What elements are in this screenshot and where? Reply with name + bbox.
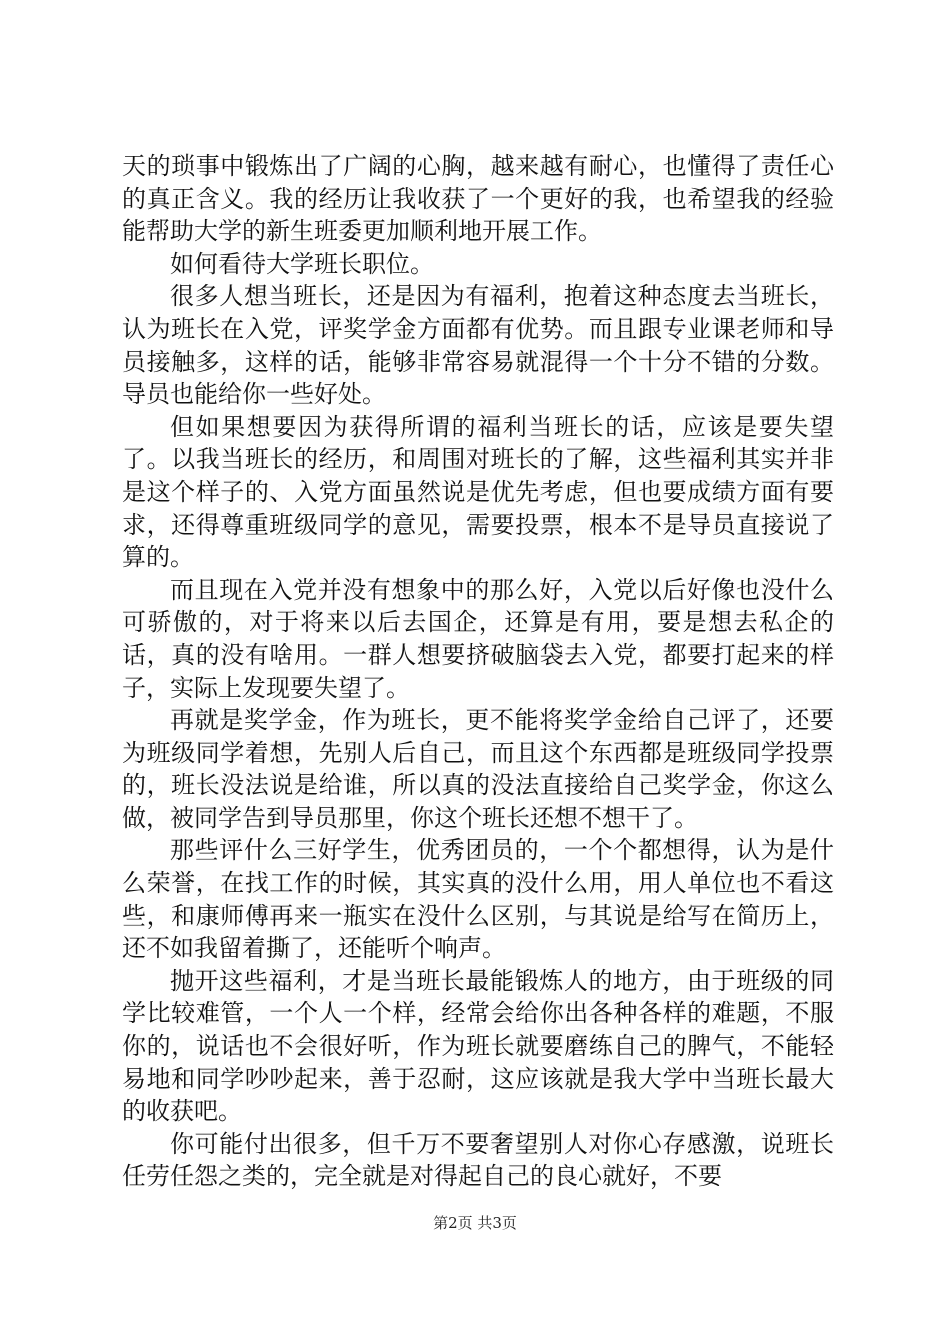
paragraph-truncated: 你可能付出很多，但千万不要奢望别人对你心存感激，说班长任劳任怨之类的，完全就是对得起自己的良心就好，不要	[122, 1129, 834, 1191]
page-number-footer: 第2页 共3页	[433, 1214, 517, 1232]
paragraph: 但如果想要因为获得所谓的福利当班长的话，应该是要失望了。以我当班长的经历，和周围对班长的了解，这些福利其实并非是这个样子的、入党方面虽然说是优先考虑，但也要成绩方面有要求，还得尊重班级同学的意见，需要投票，根本不是导员直接说了算的。	[122, 412, 834, 572]
paragraph-continued: 天的琐事中锻炼出了广阔的心胸，越来越有耐心，也懂得了责任心的真正含义。我的经历让我收获了一个更好的我，也希望我的经验能帮助大学的新生班委更加顺利地开展工作。	[122, 152, 834, 246]
document-body	[122, 150, 834, 1193]
paragraph: 很多人想当班长，还是因为有福利，抱着这种态度去当班长，认为班长在入党，评奖学金方面都有优势。而且跟专业课老师和导员接触多，这样的话，能够非常容易就混得一个十分不错的分数。导员也能给你一些好处。	[122, 282, 834, 409]
paragraph: 而且现在入党并没有想象中的那么好，入党以后好像也没什么可骄傲的，对于将来以后去国企，还算是有用，要是想去私企的话，真的没有啥用。一群人想要挤破脑袋去入党，都要打起来的样子，实际上发现要失望了。	[122, 575, 834, 702]
paragraph: 抛开这些福利，才是当班长最能锻炼人的地方，由于班级的同学比较难管，一个人一个样，经常会给你出各种各样的难题，不服你的，说话也不会很好听，作为班长就要磨练自己的脾气，不能轻易地和同学吵吵起来，善于忍耐，这应该就是我大学中当班长最大的收获吧。	[122, 966, 834, 1126]
paragraph: 再就是奖学金，作为班长，更不能将奖学金给自己评了，还要为班级同学着想，先别人后自己，而且这个东西都是班级同学投票的，班长没法说是给谁，所以真的没法直接给自己奖学金，你这么做，被同学告到导员那里，你这个班长还想不想干了。	[122, 706, 834, 832]
paragraph: 那些评什么三好学生，优秀团员的，一个个都想得，认为是什么荣誉，在找工作的时候，其实真的没什么用，用人单位也不看这些，和康师傅再来一瓶实在没什么区别，与其说是给写在简历上，还不如我留着撕了，还能听个响声。	[122, 836, 834, 963]
paragraph-heading: 如何看待大学班长职位。	[170, 249, 434, 278]
